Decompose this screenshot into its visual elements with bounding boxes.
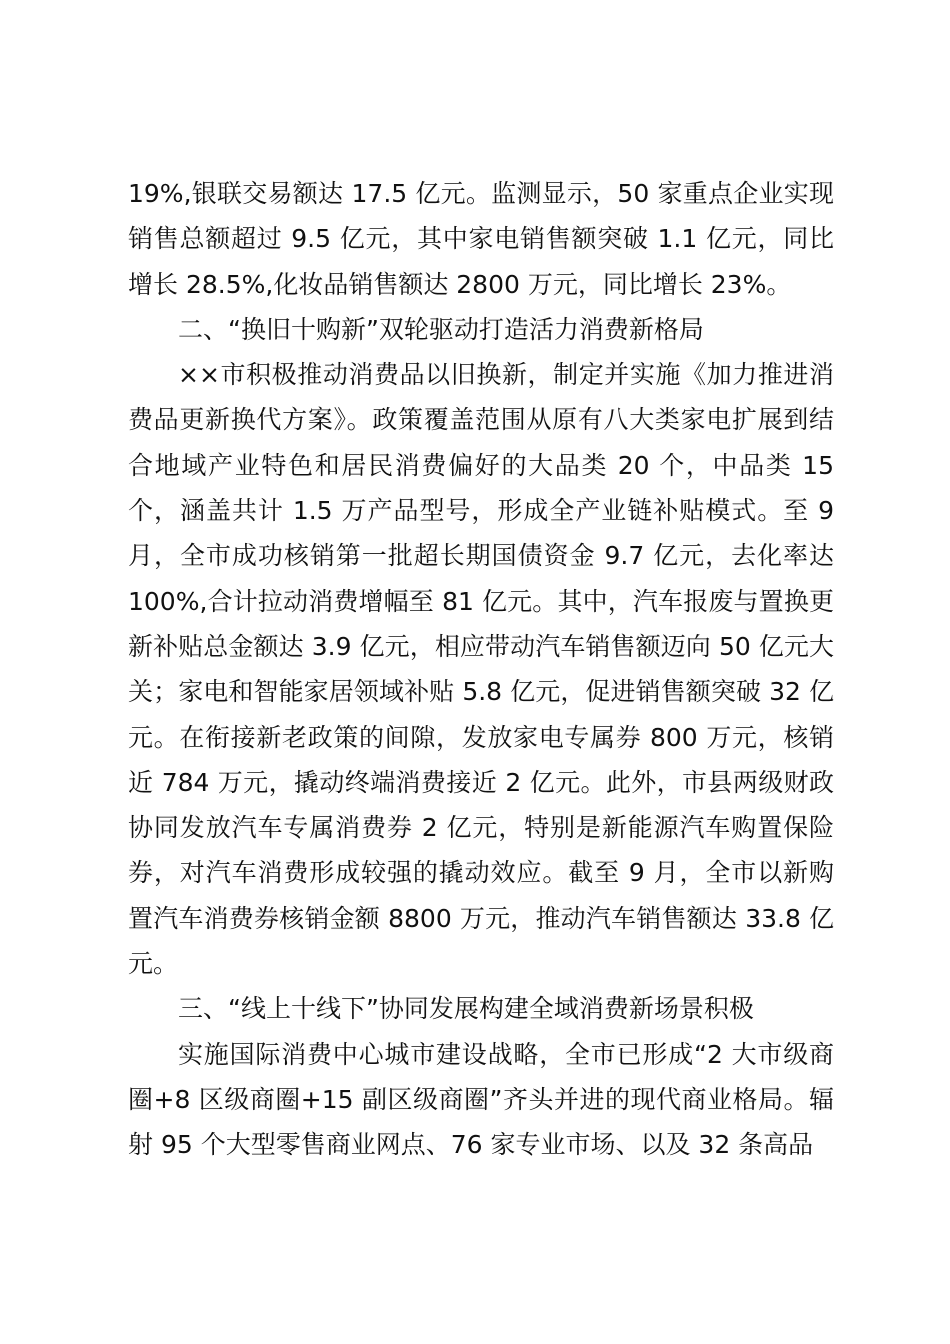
section-heading-trade-in: 二、“换旧十购新”双轮驱动打造活力消费新格局 <box>178 314 704 344</box>
body-paragraph-trade-in-policy: ××市积极推动消费品以旧换新，制定并实施《加力推进消费品更新换代方案》。政策覆盖范围从原有八大类家电扩展到结合地域产业特色和居民消费偏好的大品类 20 个，中品类 15 个，涵盖共计 1.5 万产品型号，形成全产业链补贴模式。至 9 月，全市成功核销第一批超长期国债资金 9.7 亿元，去化率达 100%,合计拉动消费增幅至 81 亿元。其中，汽车报废与置换更新补贴总金额达 3.9 亿元，相应带动汽车销售额迈向 50 亿元大关；家电和智能家居领域补贴 5.8 亿元，促进销售额突破 32 亿元。在衔接新老政策的间隙，发放家电专属券 800 万元，核销近 784 万元，撬动终端消费接近 2 亿元。此外，市县两级财政协同发放汽车专属消费券 2 亿元，特别是新能源汽车购置保险券，对汽车消费形成较强的撬动效应。截至 9 月，全市以新购置汽车消费券核销金额 8800 万元，推动汽车销售额达 33.8 亿元。 <box>128 360 834 979</box>
section-heading-online-offline: 三、“线上十线下”协同发展构建全域消费新场景积极 <box>178 994 754 1024</box>
body-paragraph-consumption-center: 实施国际消费中心城市建设战略，全市已形成“2 大市级商圈+8 区级商圈+15 副区级商圈”齐头并进的现代商业格局。辐射 95 个大型零售商业网点、76 家专业市场、以及 32 条高品 <box>128 1039 834 1160</box>
document-page <box>128 171 834 1168</box>
body-paragraph-sales-summary: 19%,银联交易额达 17.5 亿元。监测显示，50 家重点企业实现销售总额超过 9.5 亿元，其中家电销售额突破 1.1 亿元，同比增长 28.5%,化妆品销售额达 2800 万元，同比增长 23%。 <box>128 179 834 299</box>
